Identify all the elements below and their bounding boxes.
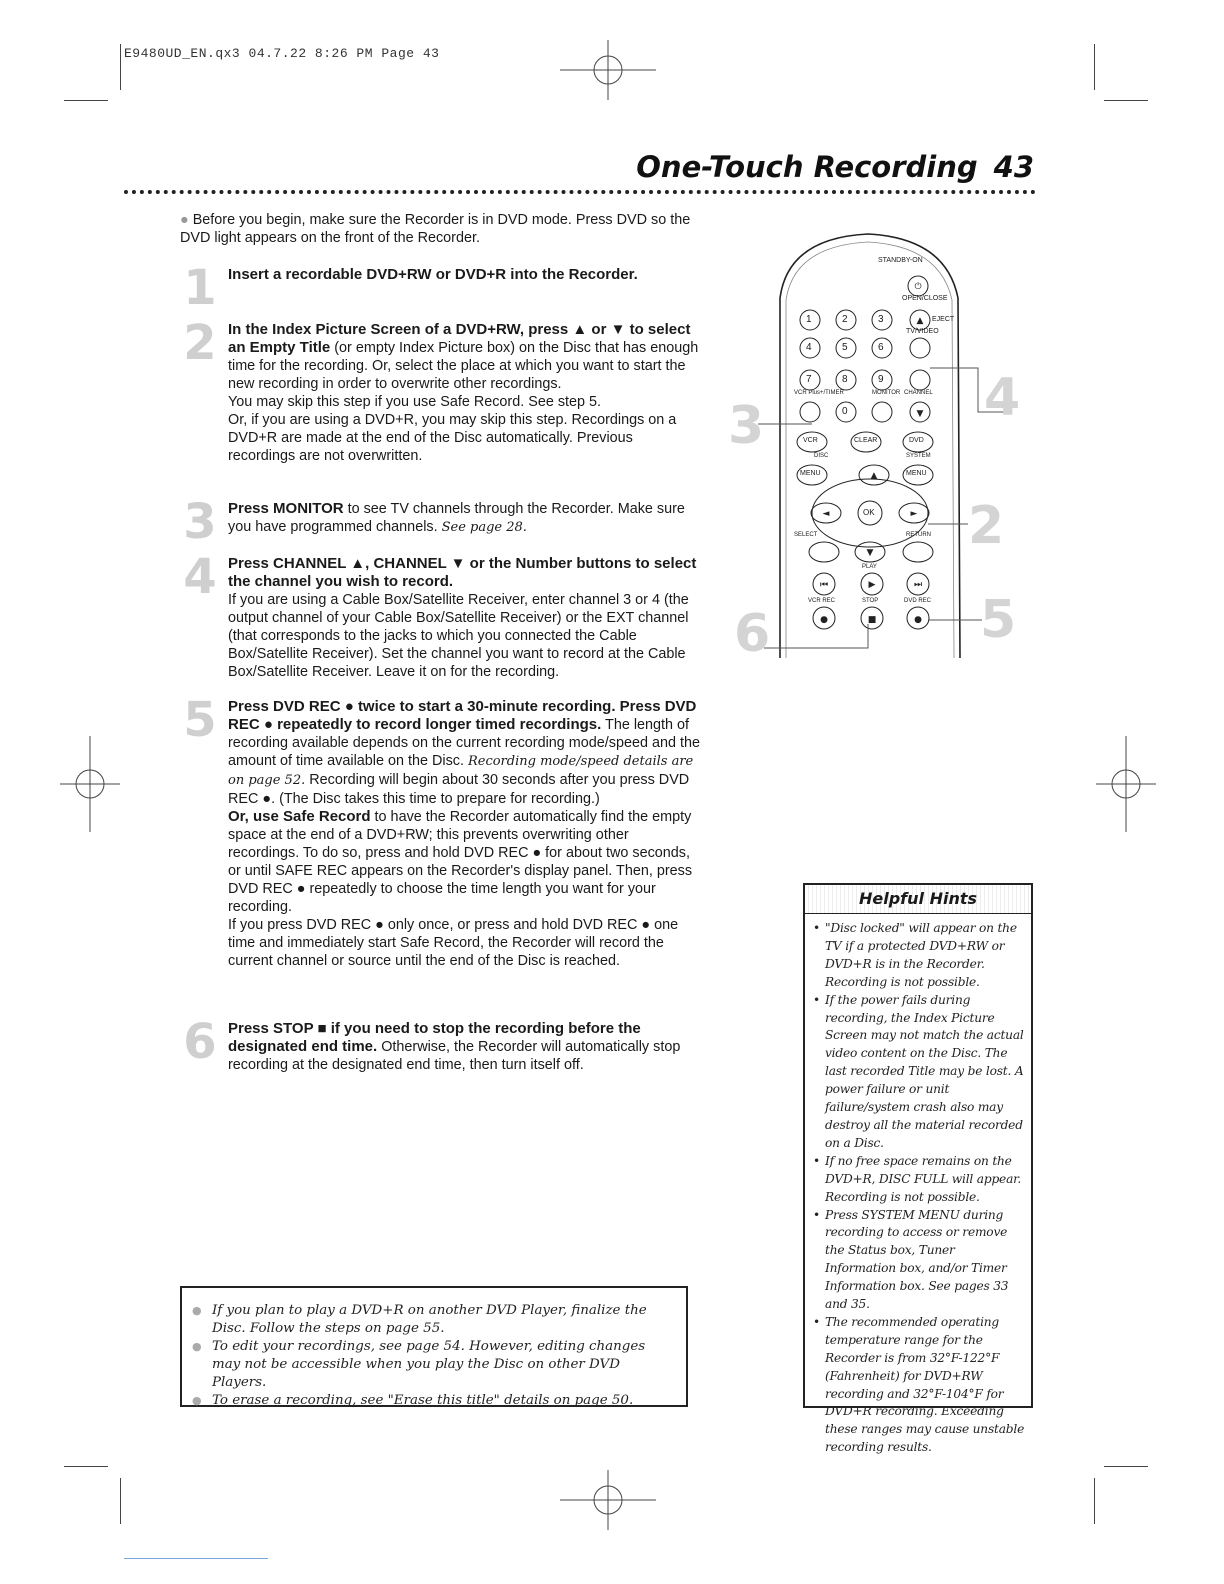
page-number: 43 (993, 150, 1034, 184)
svg-text:►: ► (910, 509, 918, 519)
crop-mark (120, 44, 121, 90)
hint-item: • Press SYSTEM MENU during recording to access or remove the Status box, Tuner Information box, and/or Timer Information box. See pages 33 and 35. (825, 1207, 1025, 1314)
note-item: ● If you plan to play a DVD+R on another DVD Player, finalize the Disc. Follow the steps on page 55. (212, 1302, 672, 1338)
remote-label-eject: EJECT (932, 316, 955, 323)
step-heading: In the Index Picture Screen of a DVD+RW, press ▲ or ▼ to select an Empty Title (228, 321, 691, 356)
step-number: 2 (183, 315, 217, 371)
remote-label-system: SYSTEM (906, 453, 931, 459)
remote-label-vcr-plus: VCR Plus+/TIMER (794, 390, 844, 396)
svg-text:⏻: ⏻ (914, 282, 922, 292)
page-reference: See page 28. (441, 520, 527, 535)
hints-list (805, 914, 1031, 1457)
step-body: (or empty Index Picture box) on the Disc that has enough time for the recording. Or, select the place at which you want to start the new recording in order to overwrite other recordings. (228, 340, 699, 392)
step-2 (180, 315, 700, 465)
remote-key-5: 5 (842, 342, 848, 353)
svg-text:▼: ▼ (916, 409, 924, 419)
remote-label-dvd-rec: DVD REC (904, 598, 932, 604)
remote-button-vcr: VCR (803, 437, 818, 444)
svg-text:▲: ▲ (870, 471, 878, 481)
remote-key-3: 3 (878, 314, 884, 325)
page-header (636, 150, 1034, 184)
intro-text (180, 211, 700, 247)
callout-6: 6 (734, 604, 771, 664)
callout-4: 4 (984, 368, 1021, 428)
remote-key-8: 8 (842, 374, 848, 385)
crop-mark (64, 1466, 108, 1467)
remote-label-open-close: OPEN/CLOSE (902, 295, 948, 302)
step-1 (180, 260, 700, 316)
step-subheading: Or, use Safe Record (228, 808, 371, 825)
step-number: 1 (183, 260, 217, 316)
crop-mark (1094, 44, 1095, 90)
intro-text-content: Before you begin, make sure the Recorder is in DVD mode. Press DVD so the DVD light appears on the front of the Recorder. (180, 212, 691, 246)
remote-button-menu-system: MENU (906, 470, 927, 477)
remote-key-0: 0 (842, 406, 848, 417)
remote-label-select: SELECT (794, 532, 818, 538)
helpful-hints-title: Helpful Hints (805, 885, 1031, 914)
step-body: to see TV channels through the Recorder. Make sure you have programmed channels. (228, 501, 685, 535)
remote-label-standby: STANDBY-ON (878, 257, 923, 264)
step-number: 4 (183, 549, 217, 605)
step-body: to have the Recorder automatically find the empty space at the end of a DVD+RW; this prevents overwriting other recordings. To do so, press and hold DVD REC ● for about two seconds, or until SAFE REC appears on the Recorder's display panel. Then, press DVD REC ● repeatedly to choose the time length you want for your recording. (228, 809, 693, 915)
step-number: 3 (183, 494, 217, 550)
remote-label-stop: STOP (862, 598, 879, 604)
remote-label-disc: DISC (814, 453, 829, 459)
step-number: 6 (183, 1014, 217, 1070)
crop-mark (1104, 1466, 1148, 1467)
page-title: One-Touch Recording (636, 150, 978, 184)
registration-mark-left (60, 736, 120, 832)
remote-control-illustration (728, 228, 1028, 668)
callout-2: 2 (968, 496, 1005, 556)
callout-5: 5 (980, 590, 1017, 650)
remote-key-4: 4 (806, 342, 812, 353)
step-3 (180, 494, 700, 550)
step-4 (180, 549, 700, 681)
remote-key-6: 6 (878, 342, 884, 353)
note-item: ● To erase a recording, see "Erase this title" details on page 50. (212, 1392, 672, 1410)
callout-3: 3 (728, 396, 765, 456)
registration-mark-right (1096, 736, 1156, 832)
remote-label-tv-video: TV/VIDEO (906, 328, 939, 335)
hint-item: • "Disc locked" will appear on the TV if a protected DVD+RW or DVD+R is in the Recorder. Recording is not possible. (825, 920, 1025, 992)
step-body: If you are using a Cable Box/Satellite Receiver, enter channel 3 or 4 (the output channel of your Cable Box/Satellite Receiver) or the EXT channel (that corresponds to the jacks to which you connected the Cable Box/Satellite Receiver). Set the channel you want to record at the Cable Box/Satellite Receiver. Leave it on for the recording. (228, 592, 689, 680)
remote-label-channel: CHANNEL (904, 390, 933, 396)
step-body: Recording will begin about 30 seconds after you press DVD REC ●. (The Disc takes this time to prepare for recording.) (228, 772, 690, 807)
svg-text:●: ● (820, 615, 828, 625)
remote-label-vcr-rec: VCR REC (808, 598, 836, 604)
svg-text:▶: ▶ (868, 580, 876, 590)
remote-button-dvd: DVD (909, 437, 924, 444)
remote-button-ok: OK (863, 508, 875, 517)
svg-text:■: ■ (867, 615, 877, 625)
page-reference: Recording mode/speed details are on page 52. (228, 754, 694, 788)
bottom-rule (124, 1558, 268, 1559)
svg-text:⏭: ⏭ (913, 580, 923, 590)
step-number: 5 (183, 692, 217, 748)
helpful-hints-box (803, 883, 1033, 1455)
header-rule (124, 190, 1036, 194)
hint-item: • If no free space remains on the DVD+R, DISC FULL will appear. Recording is not possible. (825, 1153, 1025, 1207)
hint-item: • If the power fails during recording, the Index Picture Screen may not match the actual video content on the Disc. The last recorded Title may be lost. A power failure or unit failure/system crash also may destroy all the material recorded on a Disc. (825, 992, 1025, 1153)
step-5 (180, 692, 701, 970)
note-item: ● To edit your recordings, see page 54. However, editing changes may not be accessible when you play the Disc on other DVD Players. (212, 1338, 672, 1392)
svg-text:◄: ◄ (822, 509, 830, 519)
crop-mark (64, 100, 108, 101)
remote-button-clear: CLEAR (854, 437, 878, 444)
step-body: You may skip this step if you use Safe Record. See step 5. (228, 394, 602, 410)
svg-text:▲: ▲ (916, 316, 924, 326)
remote-key-9: 9 (878, 374, 884, 385)
registration-mark-top (560, 40, 656, 100)
step-body: The length of recording available depends on the current recording mode/speed and the amount of time available on the Disc. (228, 717, 701, 769)
step-heading: Insert a recordable DVD+RW or DVD+R into the Recorder. (228, 266, 638, 283)
crop-mark (120, 1478, 121, 1524)
notes-box (180, 1286, 688, 1407)
crop-mark (1104, 100, 1148, 101)
print-slug: E9480UD_EN.qx3 04.7.22 8:26 PM Page 43 (124, 46, 440, 61)
step-heading: Press DVD REC ● twice to start a 30-minute recording. Press DVD REC ● repeatedly to record longer timed recordings. (228, 698, 697, 733)
step-body: If you press DVD REC ● only once, or press and hold DVD REC ● one time and immediately start Safe Record, the Recorder will record the current channel or source until the end of the Disc is reached. (228, 917, 679, 969)
crop-mark (1094, 1478, 1095, 1524)
hint-item: • The recommended operating temperature range for the Recorder is from 32°F-122°F (Fahrenheit) for DVD+RW recording and 32°F-104°F for DVD+R recording. Exceeding these ranges may cause unstable recording results. (825, 1314, 1025, 1457)
svg-text:●: ● (914, 615, 922, 625)
step-body: Or, if you are using a DVD+R, you may skip this step. Recordings on a DVD+R are made at the end of the Disc automatically. Previous recordings are not overwritten. (228, 412, 677, 464)
remote-label-play: PLAY (862, 564, 877, 570)
step-heading: Press STOP ■ if you need to stop the recording before the designated end time. (228, 1020, 641, 1055)
svg-text:⏮: ⏮ (819, 580, 829, 590)
remote-key-2: 2 (842, 314, 848, 325)
remote-key-7: 7 (806, 374, 812, 385)
step-heading: Press MONITOR (228, 500, 344, 517)
step-body: Otherwise, the Recorder will automatically stop recording at the designated end time, then turn itself off. (228, 1039, 681, 1073)
registration-mark-bottom (560, 1470, 656, 1530)
step-heading: Press CHANNEL ▲, CHANNEL ▼ or the Number buttons to select the channel you wish to record. (228, 555, 697, 590)
svg-text:▼: ▼ (866, 548, 874, 558)
remote-label-return: RETURN (906, 532, 931, 538)
step-6 (180, 1014, 700, 1074)
remote-key-1: 1 (806, 314, 812, 325)
remote-label-monitor: MONITOR (872, 390, 901, 396)
remote-button-menu-disc: MENU (800, 470, 821, 477)
bullet-icon: ● (180, 212, 189, 228)
